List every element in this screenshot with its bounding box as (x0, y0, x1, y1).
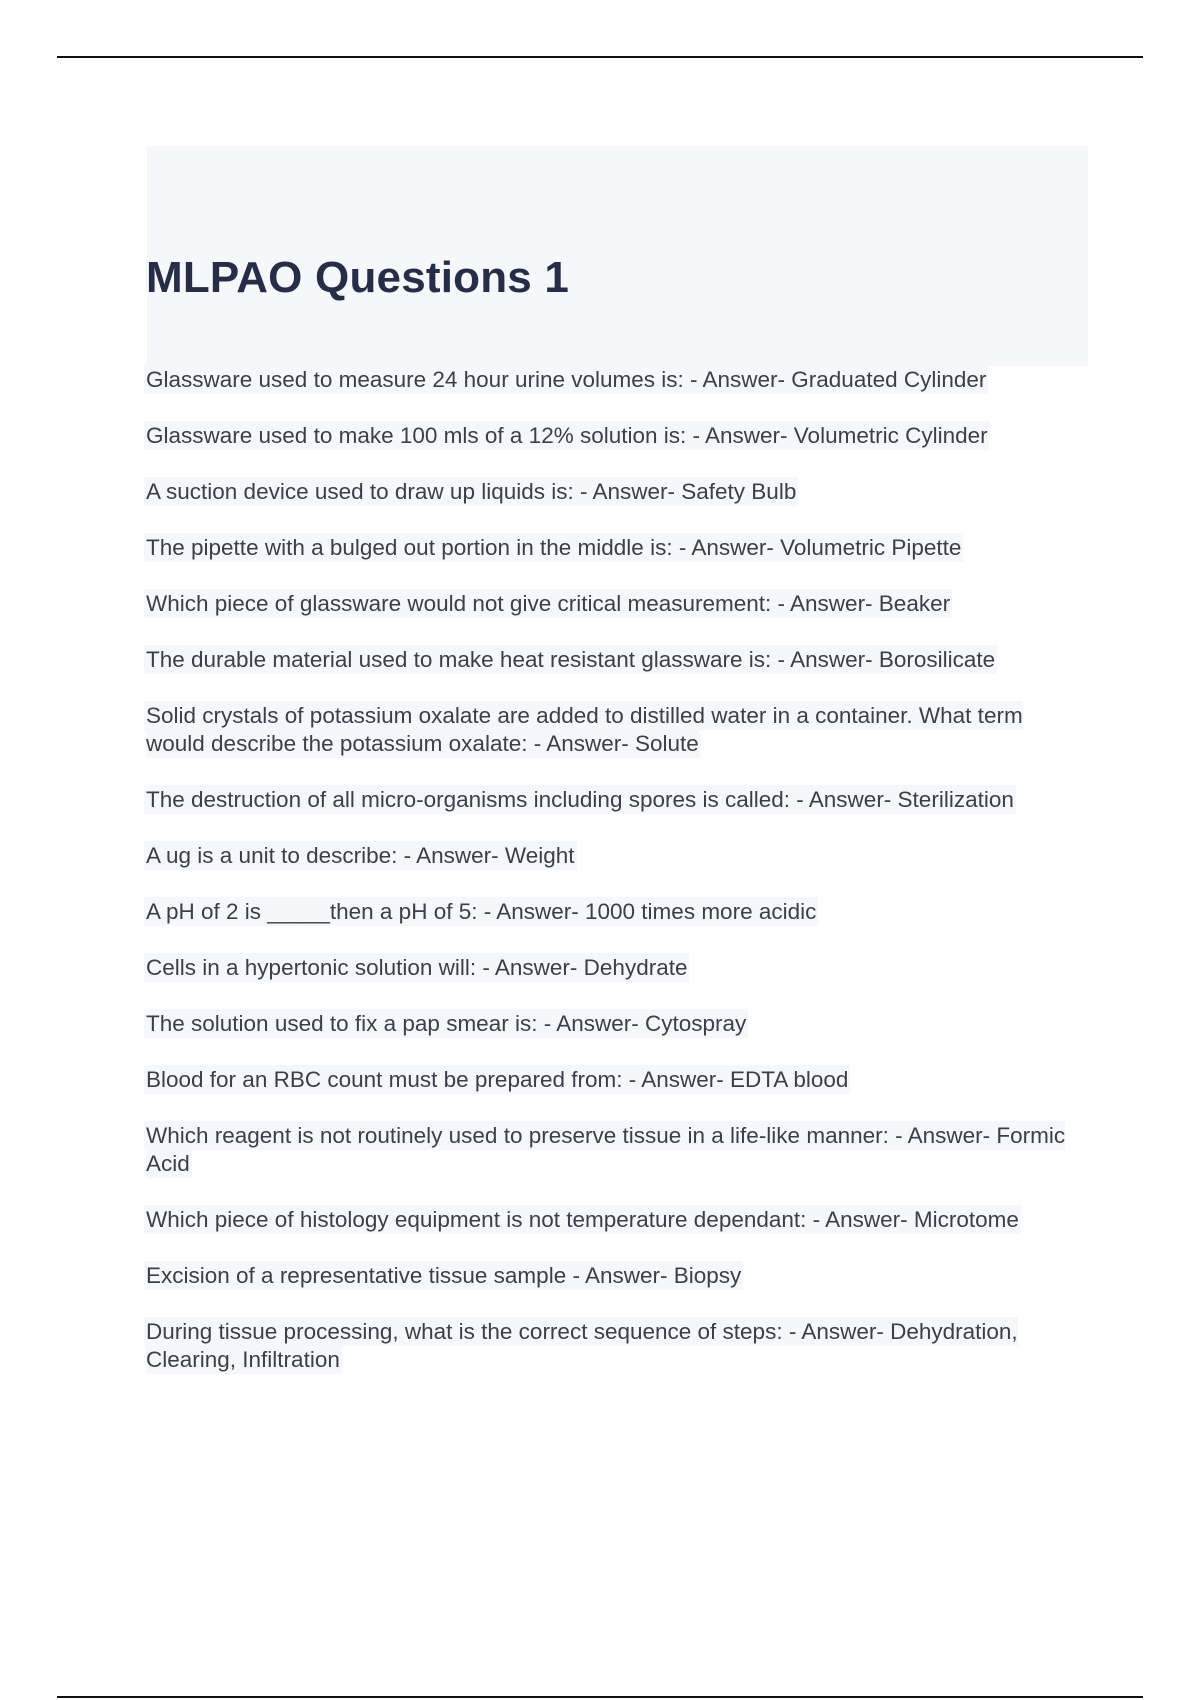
qa-item-13 (146, 1066, 1086, 1094)
qa-item-11 (146, 954, 1086, 982)
qa-item-5 (146, 590, 1086, 618)
qa-text: Cells in a hypertonic solution will: - Answer- Dehydrate (146, 955, 688, 980)
qa-item-12 (146, 1010, 1086, 1038)
qa-item-17 (146, 1318, 1086, 1374)
qa-text: Which piece of histology equipment is not temperature dependant: - Answer- Microtome (146, 1207, 1019, 1232)
qa-text: Excision of a representative tissue sample - Answer- Biopsy (146, 1263, 742, 1288)
qa-item-10 (146, 898, 1086, 926)
qa-item-16 (146, 1262, 1086, 1290)
qa-item-8 (146, 786, 1086, 814)
qa-text: The durable material used to make heat resistant glassware is: - Answer- Borosilicate (146, 647, 996, 672)
qa-item-2 (146, 422, 1086, 450)
qa-text: Glassware used to measure 24 hour urine volumes is: - Answer- Graduated Cylinder (146, 367, 987, 392)
qa-item-9 (146, 842, 1086, 870)
qa-item-3 (146, 478, 1086, 506)
qa-text: Solid crystals of potassium oxalate are added to distilled water in a container. What term would describe the potassium oxalate: - Answer- Solute (146, 703, 1023, 756)
top-rule (57, 56, 1143, 58)
qa-text: The pipette with a bulged out portion in the middle is: - Answer- Volumetric Pipette (146, 535, 962, 560)
qa-text: Which piece of glassware would not give critical measurement: - Answer- Beaker (146, 591, 951, 616)
qa-text: The destruction of all micro-organisms including spores is called: - Answer- Sterilization (146, 787, 1014, 812)
qa-text: A pH of 2 is _____then a pH of 5: - Answer- 1000 times more acidic (146, 899, 817, 924)
qa-text: During tissue processing, what is the correct sequence of steps: - Answer- Dehydration, Clearing, Infiltration (146, 1319, 1018, 1372)
qa-item-14 (146, 1122, 1086, 1178)
qa-item-15 (146, 1206, 1086, 1234)
qa-text: Blood for an RBC count must be prepared from: - Answer- EDTA blood (146, 1067, 849, 1092)
question-answer-list (146, 366, 1086, 1402)
qa-text: A ug is a unit to describe: - Answer- Weight (146, 843, 575, 868)
document-title: MLPAO Questions 1 (146, 253, 570, 302)
qa-text: Glassware used to make 100 mls of a 12% solution is: - Answer- Volumetric Cylinder (146, 423, 988, 448)
qa-text: Which reagent is not routinely used to preserve tissue in a life-like manner: - Answer- Formic Acid (146, 1123, 1066, 1176)
qa-item-7 (146, 702, 1086, 758)
qa-text: The solution used to fix a pap smear is: - Answer- Cytospray (146, 1011, 747, 1036)
qa-item-1 (146, 366, 1086, 394)
qa-text: A suction device used to draw up liquids is: - Answer- Safety Bulb (146, 479, 797, 504)
qa-item-4 (146, 534, 1086, 562)
qa-item-6 (146, 646, 1086, 674)
bottom-rule (57, 1696, 1143, 1698)
